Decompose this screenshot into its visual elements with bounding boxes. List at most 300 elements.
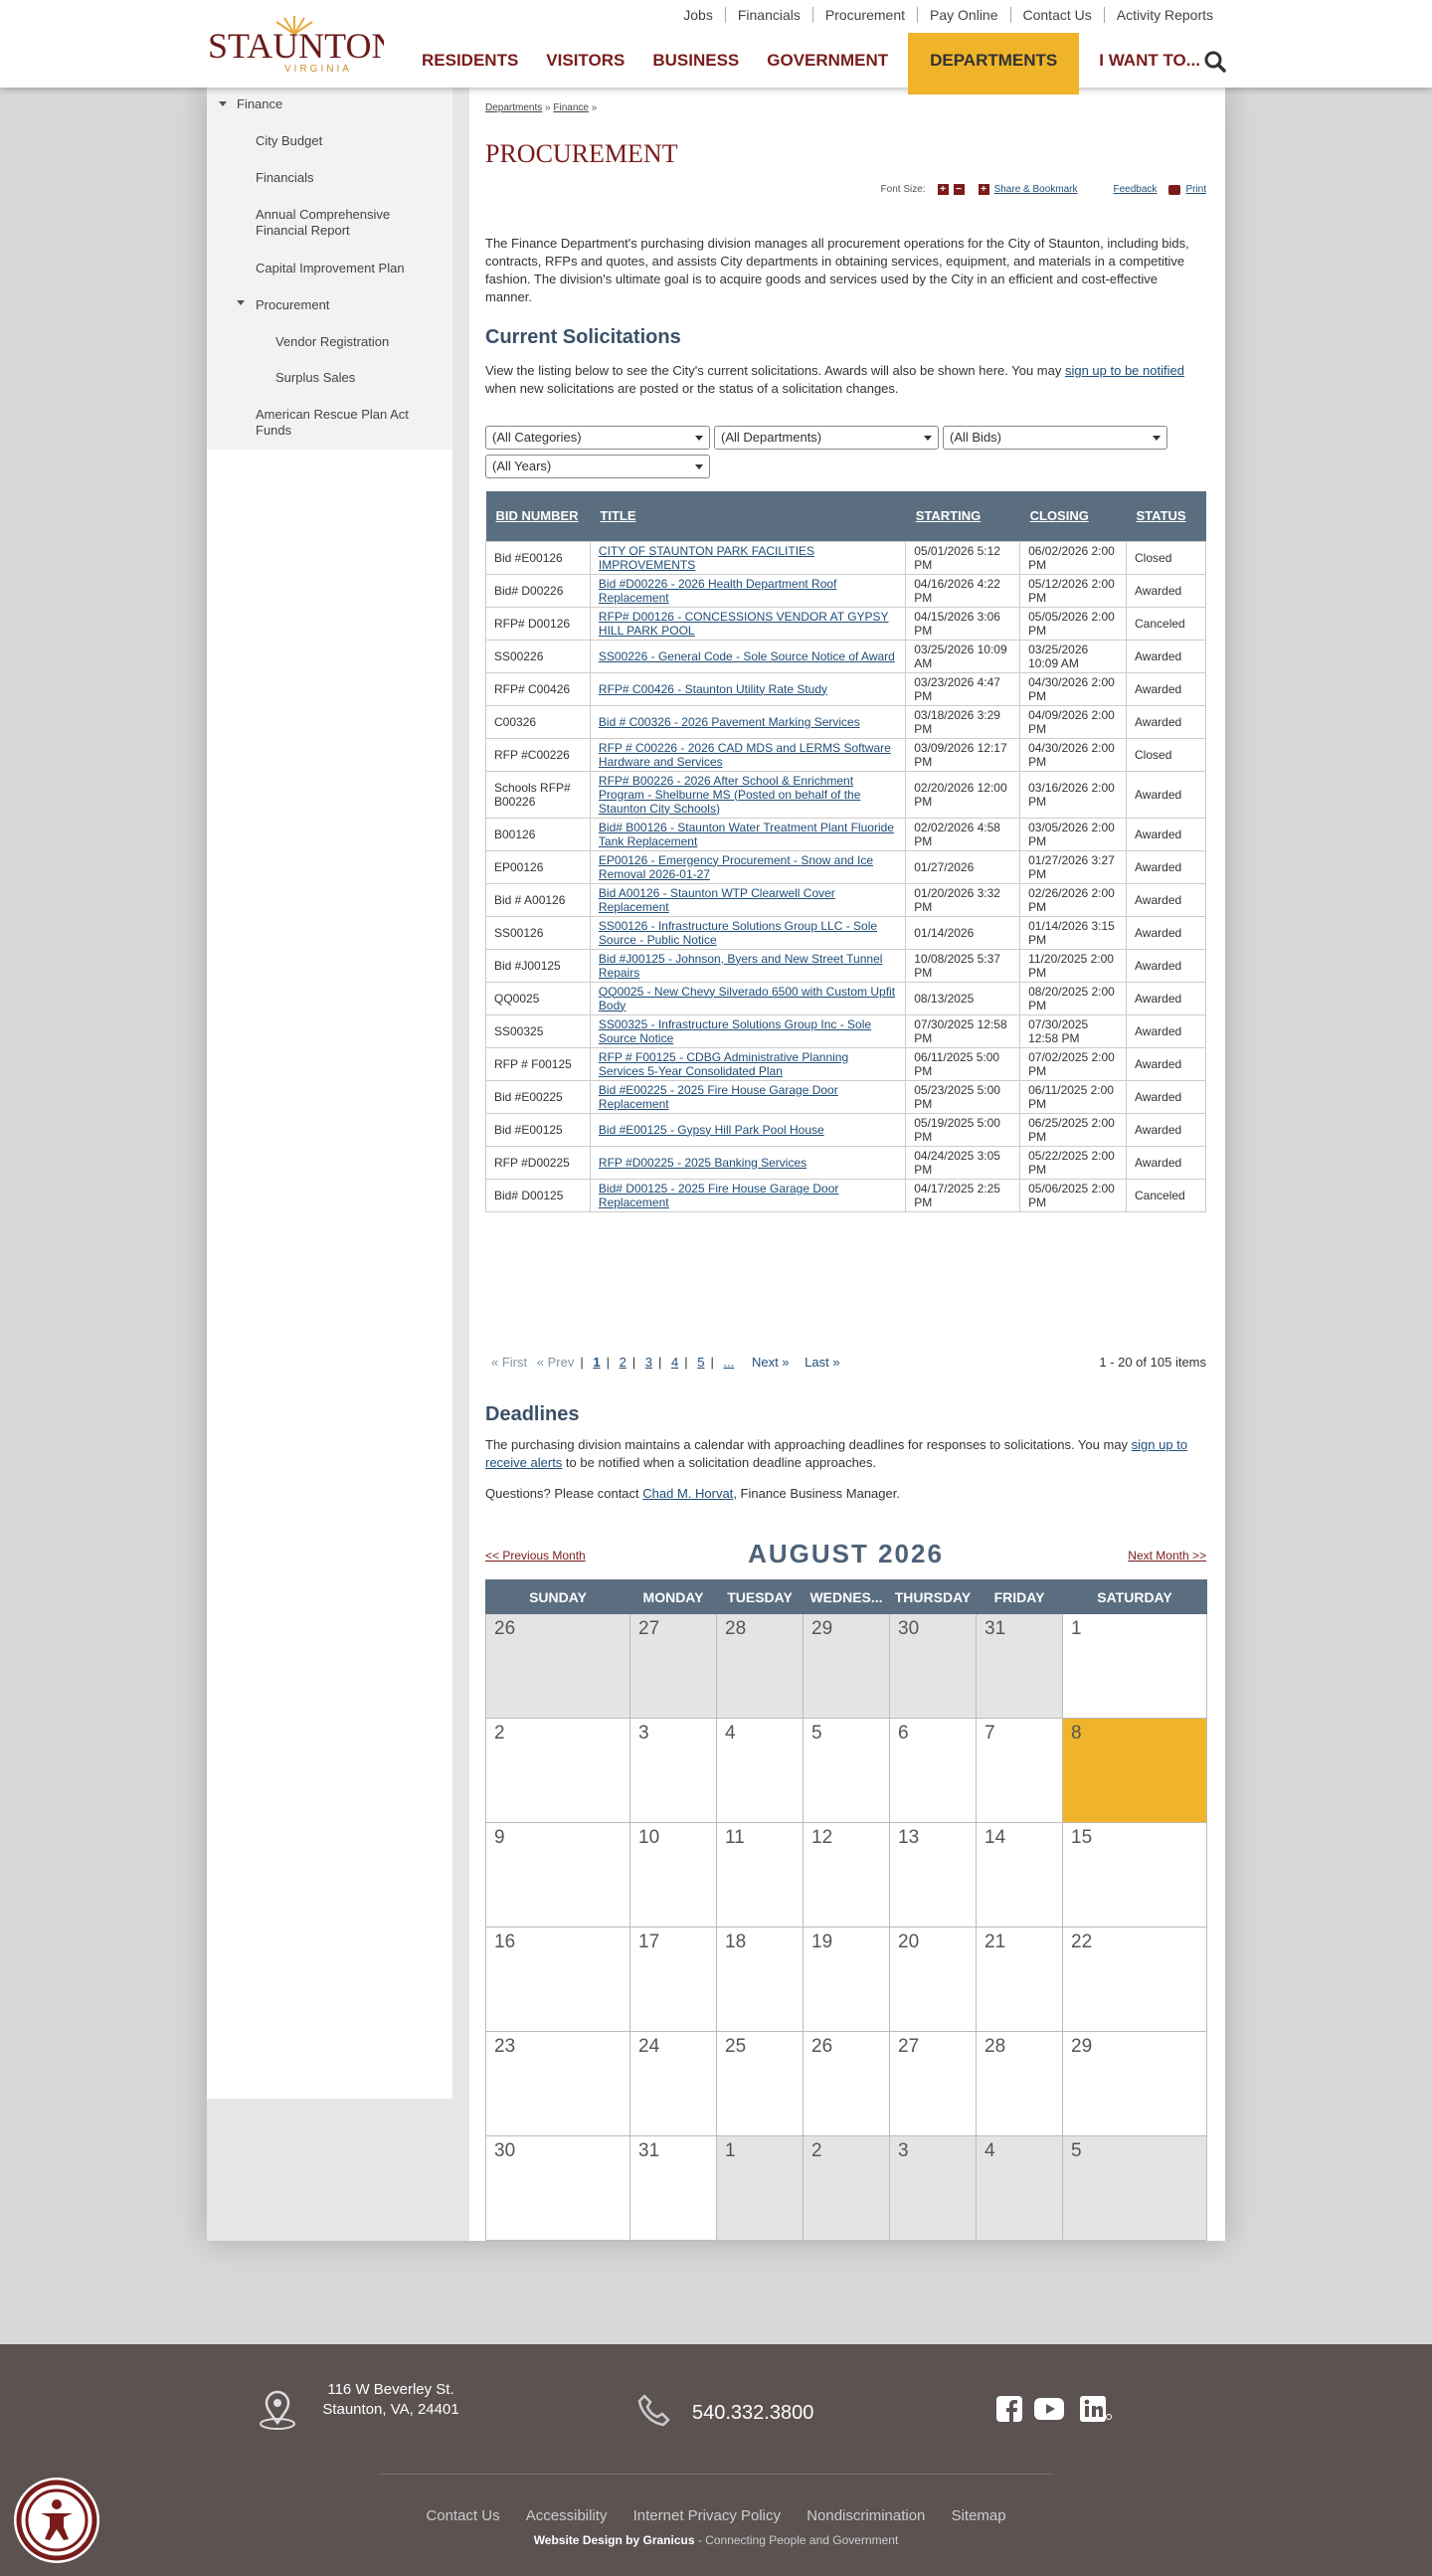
calendar-day-cell[interactable]: 1 bbox=[717, 2136, 804, 2241]
table-row bbox=[486, 640, 1206, 672]
bid-filter-value: (All Bids) bbox=[950, 430, 1002, 445]
calendar-day-cell[interactable]: 5 bbox=[1063, 2136, 1207, 2241]
nav-visitors[interactable]: VISITORS bbox=[546, 51, 626, 70]
closing-date-cell: 03/25/2026 10:09 AM bbox=[1020, 640, 1127, 672]
deadlines-text-end: to be notified when a solicitation deadline approaches. bbox=[562, 1455, 877, 1470]
year-filter-value: (All Years) bbox=[492, 459, 552, 473]
chevron-down-icon bbox=[1153, 436, 1161, 441]
calendar-day-cell[interactable]: 5 bbox=[804, 1719, 890, 1823]
utility-link-contact-us[interactable]: Contact Us bbox=[1011, 7, 1105, 23]
category-filter[interactable] bbox=[485, 426, 710, 450]
calendar-week-row bbox=[486, 1928, 1207, 2032]
status-cell: Awarded bbox=[1127, 883, 1206, 916]
closing-date-cell: 06/11/2025 2:00 PM bbox=[1020, 1080, 1127, 1113]
title-cell bbox=[590, 818, 905, 850]
solicitation-title-link[interactable]: RFP #D00225 - 2025 Banking Services bbox=[598, 1155, 807, 1170]
title-cell bbox=[590, 672, 905, 705]
footer-divider bbox=[378, 2474, 1054, 2475]
main-content bbox=[469, 88, 1225, 2241]
contact-text bbox=[485, 1485, 1206, 1503]
pager-page-4[interactable]: 4 bbox=[671, 1355, 679, 1370]
sidebar-item-city-budget[interactable]: City Budget bbox=[256, 133, 323, 148]
nav-business[interactable]: BUSINESS bbox=[652, 51, 740, 70]
site-footer bbox=[0, 2344, 1432, 2576]
pager-page-5[interactable]: 5 bbox=[697, 1355, 705, 1370]
closing-date-cell: 01/14/2026 3:15 PM bbox=[1020, 916, 1127, 949]
solicitation-title-link[interactable]: SS00126 - Infrastructure Solutions Group LLC - Sole Source - Public Notice bbox=[598, 918, 878, 947]
status-cell: Awarded bbox=[1127, 1014, 1206, 1047]
table-row bbox=[486, 883, 1206, 916]
page-shell bbox=[207, 88, 1225, 2241]
status-cell: Awarded bbox=[1127, 1146, 1206, 1179]
next-month-link[interactable]: Next Month >> bbox=[1128, 1549, 1206, 1563]
sidebar-item-financials[interactable]: Financials bbox=[256, 170, 314, 185]
nav-i-want-to[interactable]: I WANT TO... bbox=[1099, 51, 1200, 70]
title-cell bbox=[590, 949, 905, 982]
pager-last[interactable]: Last » bbox=[805, 1355, 840, 1370]
closing-date-cell: 07/02/2025 2:00 PM bbox=[1020, 1047, 1127, 1080]
department-filter-value: (All Departments) bbox=[721, 430, 822, 445]
starting-date-cell: 05/01/2026 5:12 PM bbox=[906, 541, 1020, 574]
status-cell: Awarded bbox=[1127, 640, 1206, 672]
closing-date-cell: 06/02/2026 2:00 PM bbox=[1020, 541, 1127, 574]
logo-subtitle: VIRGINIA bbox=[284, 64, 352, 75]
signup-alerts-link[interactable]: sign up to receive alerts bbox=[485, 1437, 1188, 1470]
calendar-day-cell[interactable]: 20 bbox=[890, 1928, 977, 2032]
chevron-down-icon bbox=[695, 464, 703, 469]
contact-text-start: Questions? Please contact bbox=[485, 1486, 643, 1501]
deadlines-text bbox=[485, 1436, 1206, 1472]
title-cell bbox=[590, 738, 905, 771]
sidebar-item-surplus-sales[interactable]: Surplus Sales bbox=[275, 370, 356, 385]
closing-date-cell: 04/30/2026 2:00 PM bbox=[1020, 738, 1127, 771]
calendar-day-cell[interactable]: 12 bbox=[804, 1823, 890, 1928]
calendar-day-cell[interactable]: 4 bbox=[977, 2136, 1063, 2241]
calendar-day-cell[interactable]: 14 bbox=[977, 1823, 1063, 1928]
closing-date-cell: 04/09/2026 2:00 PM bbox=[1020, 705, 1127, 738]
starting-date-cell: 05/19/2025 5:00 PM bbox=[906, 1113, 1020, 1146]
solicitation-title-link[interactable]: RFP # C00226 - 2026 CAD MDS and LERMS Software Hardware and Services bbox=[598, 740, 891, 769]
map-pin-icon bbox=[259, 2390, 296, 2435]
weekday-sunday: SUNDAY bbox=[486, 1580, 630, 1614]
solicitation-title-link[interactable]: SS00325 - Infrastructure Solutions Group Inc - Sole Source Notice bbox=[598, 1016, 872, 1045]
year-filter[interactable] bbox=[485, 455, 710, 478]
starting-date-cell: 10/08/2025 5:37 PM bbox=[906, 949, 1020, 982]
calendar-day-cell[interactable]: 4 bbox=[717, 1719, 804, 1823]
bid-number-cell: SS00226 bbox=[486, 640, 591, 672]
calendar-day-cell[interactable]: 31 bbox=[977, 1614, 1063, 1719]
page-tools bbox=[881, 184, 1206, 195]
bid-number-cell: Bid #E00126 bbox=[486, 541, 591, 574]
closing-date-cell: 11/20/2025 2:00 PM bbox=[1020, 949, 1127, 982]
footer-link-contact-us[interactable]: Contact Us bbox=[426, 2507, 500, 2524]
starting-date-cell: 02/02/2026 4:58 PM bbox=[906, 818, 1020, 850]
weekday-monday: MONDAY bbox=[630, 1580, 717, 1614]
closing-date-cell: 03/05/2026 2:00 PM bbox=[1020, 818, 1127, 850]
calendar-day-cell[interactable]: 2 bbox=[486, 1719, 630, 1823]
breadcrumb-separator: » bbox=[542, 102, 554, 113]
status-cell: Awarded bbox=[1127, 771, 1206, 818]
calendar-day-cell[interactable]: 1 bbox=[1063, 1614, 1207, 1719]
table-row bbox=[486, 818, 1206, 850]
calendar-day-cell[interactable]: 15 bbox=[1063, 1823, 1207, 1928]
status-cell: Awarded bbox=[1127, 672, 1206, 705]
starting-date-cell: 03/09/2026 12:17 PM bbox=[906, 738, 1020, 771]
starting-date-cell: 03/23/2026 4:47 PM bbox=[906, 672, 1020, 705]
footer-links bbox=[0, 2507, 1432, 2524]
starting-date-cell: 01/14/2026 bbox=[906, 916, 1020, 949]
calendar-week-row bbox=[486, 1614, 1207, 1719]
page-title: PROCUREMENT bbox=[485, 139, 678, 168]
status-cell: Canceled bbox=[1127, 607, 1206, 640]
calendar-week-row bbox=[486, 1823, 1207, 1928]
utility-link-activity-reports[interactable]: Activity Reports bbox=[1116, 7, 1213, 23]
bid-number-cell: Bid # A00126 bbox=[486, 883, 591, 916]
calendar-day-cell[interactable]: 28 bbox=[717, 1614, 804, 1719]
search-icon[interactable] bbox=[1203, 50, 1227, 74]
pager-summary: 1 - 20 of 105 items bbox=[1099, 1355, 1206, 1370]
pagination: « First « Prev | 1 | 2 | 3 | 4 | 5 | ... Next » Last » 1 - 20 of 105 items bbox=[491, 1355, 1206, 1370]
starting-date-cell: 02/20/2026 12:00 PM bbox=[906, 771, 1020, 818]
credit-tagline: - Connecting People and Government bbox=[694, 2533, 899, 2547]
closing-date-cell: 01/27/2026 3:27 PM bbox=[1020, 850, 1127, 883]
status-cell: Awarded bbox=[1127, 1080, 1206, 1113]
calendar-day-cell[interactable]: 23 bbox=[486, 2032, 630, 2136]
current-solicitations-heading: Current Solicitations bbox=[485, 326, 681, 348]
starting-date-cell: 01/27/2026 bbox=[906, 850, 1020, 883]
calendar-day-cell[interactable]: 11 bbox=[717, 1823, 804, 1928]
linkedin-icon[interactable] bbox=[1080, 2396, 1112, 2427]
deadlines-heading: Deadlines bbox=[485, 1403, 580, 1425]
bid-number-cell: QQ0025 bbox=[486, 982, 591, 1014]
starting-date-cell: 04/17/2025 2:25 PM bbox=[906, 1179, 1020, 1211]
title-cell bbox=[590, 640, 905, 672]
sidebar-item-procurement[interactable]: Procurement bbox=[256, 297, 330, 312]
calendar-day-cell[interactable]: 25 bbox=[717, 2032, 804, 2136]
deadlines-text-start: The purchasing division maintains a calendar with approaching deadlines for responses to solicitations. You may bbox=[485, 1437, 1132, 1452]
calendar-day-cell[interactable]: 8 bbox=[1063, 1719, 1207, 1823]
status-cell: Awarded bbox=[1127, 1047, 1206, 1080]
deadline-calendar bbox=[485, 1579, 1207, 2241]
contact-name-link[interactable]: Chad M. Horvat bbox=[642, 1486, 734, 1501]
calendar-day-cell[interactable]: 3 bbox=[890, 2136, 977, 2241]
solicitation-title-link[interactable]: Bid# D00125 - 2025 Fire House Garage Door Replacement bbox=[598, 1181, 839, 1209]
footer-link-privacy-policy[interactable]: Internet Privacy Policy bbox=[632, 2507, 782, 2524]
nav-residents[interactable]: RESIDENTS bbox=[422, 51, 519, 70]
starting-date-cell: 07/30/2025 12:58 PM bbox=[906, 1014, 1020, 1047]
calendar-day-cell[interactable]: 2 bbox=[804, 2136, 890, 2241]
table-row bbox=[486, 1179, 1206, 1211]
calendar-day-cell[interactable]: 26 bbox=[804, 2032, 890, 2136]
title-cell bbox=[590, 1113, 905, 1146]
solicitation-title-link[interactable]: RFP# D00126 - CONCESSIONS VENDOR AT GYPSY HILL PARK POOL bbox=[598, 609, 889, 638]
solicitation-title-link[interactable]: Bid #J00125 - Johnson, Byers and New Street Tunnel Repairs bbox=[598, 951, 883, 980]
table-row bbox=[486, 672, 1206, 705]
sidebar-item-arpa-funds[interactable]: American Rescue Plan Act Funds bbox=[256, 407, 409, 438]
calendar-day-cell[interactable]: 27 bbox=[890, 2032, 977, 2136]
status-cell: Closed bbox=[1127, 541, 1206, 574]
bid-number-cell: RFP # F00125 bbox=[486, 1047, 591, 1080]
table-row bbox=[486, 574, 1206, 607]
calendar-day-cell[interactable]: 9 bbox=[486, 1823, 630, 1928]
table-row bbox=[486, 771, 1206, 818]
breadcrumb-finance[interactable]: Finance bbox=[553, 102, 589, 113]
bid-filter[interactable] bbox=[943, 426, 1167, 450]
utility-nav bbox=[671, 7, 1213, 23]
caret-down-icon[interactable] bbox=[237, 300, 245, 305]
youtube-icon[interactable] bbox=[1034, 2398, 1064, 2425]
title-cell bbox=[590, 771, 905, 818]
solicitation-title-link[interactable]: Bid A00126 - Staunton WTP Clearwell Cover Replacement bbox=[598, 885, 835, 914]
table-body bbox=[486, 541, 1206, 1211]
closing-date-cell: 07/30/2025 12:58 PM bbox=[1020, 1014, 1127, 1047]
calendar-weekday-row bbox=[486, 1580, 1207, 1614]
intro-paragraph: The Finance Department's purchasing division manages all procurement operations for the City of Staunton, including bids, contracts, RFPs and quotes, and assists City departments in obtaining services, equipment, and materials in a competitive fashion. The division's ultimate goal is to acquire goods and services used by the City in an efficient and cost-effective manner. bbox=[485, 236, 1189, 304]
font-decrease-icon[interactable]: − bbox=[954, 184, 965, 195]
bid-number-cell: Schools RFP# B00226 bbox=[486, 771, 591, 818]
calendar-day-cell[interactable]: 3 bbox=[630, 1719, 717, 1823]
accessibility-icon bbox=[14, 2478, 99, 2563]
address-line-1: 116 W Beverley St. bbox=[327, 2381, 454, 2398]
table-row bbox=[486, 1080, 1206, 1113]
starting-date-cell: 03/18/2026 3:29 PM bbox=[906, 705, 1020, 738]
table-row bbox=[486, 705, 1206, 738]
pager-prev: « Prev bbox=[536, 1355, 575, 1370]
table-row bbox=[486, 1146, 1206, 1179]
column-header-starting[interactable]: STARTING bbox=[906, 491, 1020, 541]
table-row bbox=[486, 949, 1206, 982]
breadcrumb-separator: » bbox=[588, 102, 598, 113]
closing-date-cell: 04/30/2026 2:00 PM bbox=[1020, 672, 1127, 705]
sidebar-item-finance[interactable]: Finance bbox=[237, 96, 283, 111]
utility-link-financials[interactable]: Financials bbox=[726, 7, 813, 23]
bid-number-cell: RFP# C00426 bbox=[486, 672, 591, 705]
bid-number-cell: RFP #C00226 bbox=[486, 738, 591, 771]
column-header-title[interactable]: TITLE bbox=[590, 491, 905, 541]
title-cell bbox=[590, 541, 905, 574]
footer-credit bbox=[0, 2533, 1432, 2547]
title-cell bbox=[590, 1014, 905, 1047]
sidebar-item-vendor-registration[interactable]: Vendor Registration bbox=[275, 334, 390, 349]
table-row bbox=[486, 850, 1206, 883]
table-row bbox=[486, 916, 1206, 949]
title-cell bbox=[590, 574, 905, 607]
calendar-day-cell[interactable]: 19 bbox=[804, 1928, 890, 2032]
solicitation-title-link[interactable]: Bid #D00226 - 2026 Health Department Roof Replacement bbox=[598, 576, 837, 605]
table-row bbox=[486, 982, 1206, 1014]
weekday-friday: FRIDAY bbox=[977, 1580, 1063, 1614]
footer-link-nondiscrimination[interactable]: Nondiscrimination bbox=[806, 2507, 926, 2524]
title-cell bbox=[590, 607, 905, 640]
title-cell bbox=[590, 1146, 905, 1179]
calendar-day-cell[interactable]: 28 bbox=[977, 2032, 1063, 2136]
accessibility-widget-button[interactable] bbox=[14, 2478, 99, 2563]
closing-date-cell: 08/20/2025 2:00 PM bbox=[1020, 982, 1127, 1014]
calendar-week-row bbox=[486, 2032, 1207, 2136]
calendar-day-cell[interactable]: 26 bbox=[486, 1614, 630, 1719]
bid-number-cell: C00326 bbox=[486, 705, 591, 738]
solicitation-title-link[interactable]: Bid #E00225 - 2025 Fire House Garage Door Replacement bbox=[598, 1082, 838, 1111]
footer-phone[interactable]: 540.332.3800 bbox=[692, 2402, 814, 2424]
credit-vendor[interactable]: Website Design by Granicus bbox=[533, 2533, 695, 2547]
address-line-2: Staunton, VA, 24401 bbox=[322, 2401, 459, 2418]
table-row bbox=[486, 1014, 1206, 1047]
pager-ellipsis[interactable]: ... bbox=[723, 1355, 735, 1370]
table-row bbox=[486, 1047, 1206, 1080]
status-cell: Awarded bbox=[1127, 705, 1206, 738]
solicitation-title-link[interactable]: SS00226 - General Code - Sole Source Notice of Award bbox=[598, 648, 895, 663]
closing-date-cell: 02/26/2026 2:00 PM bbox=[1020, 883, 1127, 916]
solicitation-title-link[interactable]: RFP# B00226 - 2026 After School & Enrichment Program - Shelburne MS (Posted on behalf of the Staunton City Schools) bbox=[598, 773, 861, 816]
sidebar-item-acfr[interactable]: Annual Comprehensive Financial Report bbox=[256, 207, 391, 238]
title-cell bbox=[590, 982, 905, 1014]
calendar-day-cell[interactable]: 22 bbox=[1063, 1928, 1207, 2032]
bid-number-cell: EP00126 bbox=[486, 850, 591, 883]
closing-date-cell: 03/16/2026 2:00 PM bbox=[1020, 771, 1127, 818]
table-row bbox=[486, 541, 1206, 574]
print-icon[interactable] bbox=[1168, 185, 1180, 195]
status-cell: Awarded bbox=[1127, 982, 1206, 1014]
share-icon: + bbox=[979, 184, 989, 195]
calendar-day-cell[interactable]: 17 bbox=[630, 1928, 717, 2032]
starting-date-cell: 04/15/2026 3:06 PM bbox=[906, 607, 1020, 640]
weekday-thursday: THURSDAY bbox=[890, 1580, 977, 1614]
starting-date-cell: 01/20/2026 3:32 PM bbox=[906, 883, 1020, 916]
starting-date-cell: 04/24/2025 3:05 PM bbox=[906, 1146, 1020, 1179]
title-cell bbox=[590, 850, 905, 883]
breadcrumb bbox=[485, 102, 597, 113]
pager-page-2[interactable]: 2 bbox=[619, 1355, 626, 1370]
bid-number-cell: Bid# D00226 bbox=[486, 574, 591, 607]
department-filter[interactable] bbox=[714, 426, 939, 450]
chevron-down-icon bbox=[695, 436, 703, 441]
footer-address bbox=[316, 2380, 465, 2420]
calendar-day-cell[interactable]: 30 bbox=[890, 1614, 977, 1719]
facebook-icon[interactable] bbox=[996, 2396, 1022, 2427]
calendar-day-cell[interactable]: 6 bbox=[890, 1719, 977, 1823]
pager-next[interactable]: Next » bbox=[751, 1355, 790, 1370]
solicitation-title-link[interactable]: RFP # F00125 - CDBG Administrative Planning Services 5-Year Consolidated Plan bbox=[598, 1049, 849, 1078]
column-header-bid-number[interactable]: BID NUMBER bbox=[486, 491, 591, 541]
footer-link-sitemap[interactable]: Sitemap bbox=[951, 2507, 1006, 2524]
calendar-title: AUGUST 2026 bbox=[748, 1539, 944, 1568]
pager-page-3[interactable]: 3 bbox=[644, 1355, 653, 1370]
staunton-logo[interactable] bbox=[205, 12, 384, 78]
table-row bbox=[486, 1113, 1206, 1146]
bid-number-cell: SS00325 bbox=[486, 1014, 591, 1047]
table-header-row bbox=[486, 491, 1206, 541]
calendar-week-row bbox=[486, 2136, 1207, 2241]
utility-link-jobs[interactable]: Jobs bbox=[671, 7, 726, 23]
status-cell: Awarded bbox=[1127, 916, 1206, 949]
category-filter-value: (All Categories) bbox=[492, 430, 582, 445]
title-cell bbox=[590, 883, 905, 916]
title-cell bbox=[590, 705, 905, 738]
closing-date-cell: 06/25/2025 2:00 PM bbox=[1020, 1113, 1127, 1146]
closing-date-cell: 05/22/2025 2:00 PM bbox=[1020, 1146, 1127, 1179]
status-cell: Closed bbox=[1127, 738, 1206, 771]
calendar-day-cell[interactable]: 16 bbox=[486, 1928, 630, 2032]
status-cell: Canceled bbox=[1127, 1179, 1206, 1211]
solicitation-title-link[interactable]: QQ0025 - New Chevy Silverado 6500 with Custom Upfit Body bbox=[598, 984, 896, 1012]
logo-wordmark: STAUNTON bbox=[208, 26, 384, 66]
solicitation-title-link[interactable]: RFP# C00426 - Staunton Utility Rate Study bbox=[598, 681, 828, 696]
closing-date-cell: 05/12/2026 2:00 PM bbox=[1020, 574, 1127, 607]
starting-date-cell: 08/13/2025 bbox=[906, 982, 1020, 1014]
nav-government[interactable]: GOVERNMENT bbox=[767, 51, 889, 70]
solicitation-title-link[interactable]: Bid# B00126 - Staunton Water Treatment Plant Fluoride Tank Replacement bbox=[598, 820, 894, 848]
caret-down-icon[interactable] bbox=[219, 101, 227, 106]
pager-page-1[interactable]: 1 bbox=[593, 1355, 601, 1370]
status-cell: Awarded bbox=[1127, 850, 1206, 883]
calendar-day-cell[interactable]: 18 bbox=[717, 1928, 804, 2032]
calendar-day-cell[interactable]: 13 bbox=[890, 1823, 977, 1928]
font-increase-icon[interactable]: + bbox=[938, 184, 949, 195]
title-cell bbox=[590, 1047, 905, 1080]
calendar-day-cell[interactable]: 29 bbox=[1063, 2032, 1207, 2136]
weekday-wednesday: WEDNES... bbox=[804, 1580, 890, 1614]
table-row bbox=[486, 607, 1206, 640]
pager-first: « First bbox=[491, 1355, 528, 1370]
solicitations-text bbox=[485, 362, 1206, 398]
starting-date-cell: 06/11/2025 5:00 PM bbox=[906, 1047, 1020, 1080]
solicitations-text-start: View the listing below to see the City's current solicitations. Awards will also be shown here. You may bbox=[485, 363, 1065, 378]
breadcrumb-departments[interactable]: Departments bbox=[485, 102, 543, 113]
contact-text-end: , Finance Business Manager. bbox=[733, 1486, 900, 1501]
utility-link-pay-online[interactable]: Pay Online bbox=[918, 7, 1010, 23]
nav-departments[interactable]: DEPARTMENTS bbox=[908, 33, 1079, 94]
starting-date-cell: 04/16/2026 4:22 PM bbox=[906, 574, 1020, 607]
bid-number-cell: Bid #J00125 bbox=[486, 949, 591, 982]
calendar-day-cell[interactable]: 27 bbox=[630, 1614, 717, 1719]
print-link[interactable]: Print bbox=[1185, 184, 1206, 195]
solicitation-title-link[interactable]: Bid # C00326 - 2026 Pavement Marking Services bbox=[598, 714, 860, 729]
footer-link-accessibility[interactable]: Accessibility bbox=[525, 2507, 608, 2524]
calendar-day-cell[interactable]: 21 bbox=[977, 1928, 1063, 2032]
calendar-day-cell[interactable]: 7 bbox=[977, 1719, 1063, 1823]
calendar-body bbox=[486, 1614, 1207, 2241]
solicitations-text-end: when new solicitations are posted or the status of a solicitation changes. bbox=[485, 381, 899, 396]
title-cell bbox=[590, 1179, 905, 1211]
solicitation-title-link[interactable]: CITY OF STAUNTON PARK FACILITIES IMPROVEMENTS bbox=[598, 543, 815, 572]
calendar-day-cell[interactable]: 30 bbox=[486, 2136, 630, 2241]
status-cell: Awarded bbox=[1127, 1113, 1206, 1146]
status-cell: Awarded bbox=[1127, 949, 1206, 982]
share-bookmark-link[interactable]: Share & Bookmark bbox=[993, 184, 1078, 195]
calendar-day-cell[interactable]: 29 bbox=[804, 1614, 890, 1719]
calendar-day-cell[interactable]: 31 bbox=[630, 2136, 717, 2241]
bid-number-cell: RFP #D00225 bbox=[486, 1146, 591, 1179]
calendar-day-cell[interactable]: 10 bbox=[630, 1823, 717, 1928]
solicitation-title-link[interactable]: Bid #E00125 - Gypsy Hill Park Pool House bbox=[598, 1122, 824, 1137]
column-header-closing[interactable]: CLOSING bbox=[1020, 491, 1127, 541]
weekday-saturday: SATURDAY bbox=[1063, 1580, 1207, 1614]
status-cell: Awarded bbox=[1127, 574, 1206, 607]
column-header-status[interactable]: STATUS bbox=[1127, 491, 1206, 541]
utility-link-procurement[interactable]: Procurement bbox=[813, 7, 918, 23]
solicitation-title-link[interactable]: EP00126 - Emergency Procurement - Snow and Ice Removal 2026-01-27 bbox=[598, 852, 874, 881]
feedback-link[interactable]: Feedback bbox=[1113, 184, 1158, 195]
starting-date-cell: 05/23/2025 5:00 PM bbox=[906, 1080, 1020, 1113]
title-cell bbox=[590, 1080, 905, 1113]
main-nav bbox=[408, 33, 1214, 94]
sidebar-item-capital-improvement-plan[interactable]: Capital Improvement Plan bbox=[256, 261, 405, 276]
previous-month-link[interactable]: << Previous Month bbox=[485, 1549, 586, 1563]
signup-notified-link[interactable]: sign up to be notified bbox=[1064, 363, 1184, 378]
calendar-day-cell[interactable]: 24 bbox=[630, 2032, 717, 2136]
bid-number-cell: B00126 bbox=[486, 818, 591, 850]
chevron-down-icon bbox=[924, 436, 932, 441]
